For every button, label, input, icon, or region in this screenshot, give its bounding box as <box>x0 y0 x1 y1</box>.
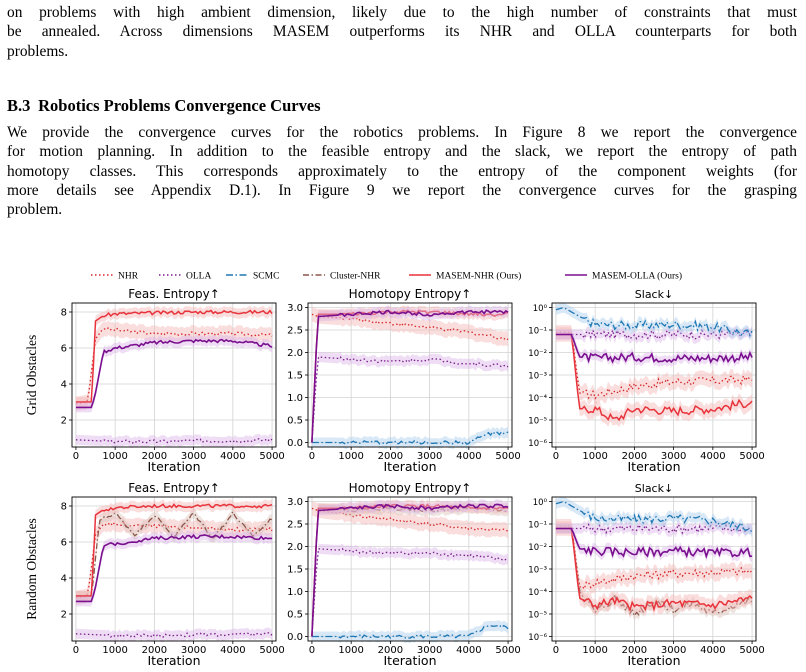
x-tick-label: 4000 <box>700 451 726 462</box>
y-tick-label: 10⁻⁶ <box>528 439 547 449</box>
text-line: be annealed. Across dimensions MASEM outperforms its NHR and OLLA counterparts for both <box>7 23 797 41</box>
text-line: for motion planning. In addition to the feasible entropy and the slack, we report the entropy of path <box>7 143 797 161</box>
x-tick-label: 2000 <box>141 451 168 462</box>
y-tick-label: 2.0 <box>287 348 303 359</box>
text-line: on problems with high ambient dimension, likely due to the high number of constraints that must <box>7 4 797 21</box>
subplot-title: Slack↓ <box>634 288 674 301</box>
y-tick-label: 10⁰ <box>532 304 547 314</box>
legend-entry <box>159 272 211 282</box>
subplot <box>528 482 765 668</box>
x-tick-label: 2000 <box>141 645 168 656</box>
legend-entry <box>91 272 139 282</box>
section-title: Robotics Problems Convergence Curves <box>38 96 321 115</box>
subplot <box>287 287 521 474</box>
x-tick-label: 3000 <box>660 645 687 656</box>
legend-label: OLLA <box>186 271 212 282</box>
legend-entry <box>409 271 521 282</box>
x-tick-label: 1000 <box>102 645 128 656</box>
y-tick-label: 8 <box>60 307 67 319</box>
x-tick-label: 5000 <box>495 451 521 462</box>
row-label: Grid Obstacles <box>24 334 39 416</box>
legend-label: MASEM-OLLA (Ours) <box>592 271 682 282</box>
y-tick-label: 2 <box>60 415 67 427</box>
subplot <box>61 481 285 668</box>
x-tick-label: 3000 <box>180 451 207 462</box>
x-axis-label: Iteration <box>147 459 201 474</box>
y-tick-label: 2.0 <box>287 542 303 553</box>
x-tick-label: 1000 <box>582 645 608 656</box>
y-tick-label: 4 <box>60 379 67 391</box>
subplot-title: Feas. Entropy↑ <box>128 287 220 301</box>
y-tick-label: 10⁻⁶ <box>528 633 547 643</box>
x-tick-label: 1000 <box>338 451 364 462</box>
x-tick-label: 0 <box>552 645 560 656</box>
y-tick-label: 10⁻³ <box>528 371 547 382</box>
y-tick-label: 3.0 <box>287 497 303 508</box>
y-tick-label: 2.5 <box>287 519 303 531</box>
legend-entry <box>226 272 279 282</box>
x-tick-label: 1000 <box>338 645 364 656</box>
y-tick-label: 10⁻¹ <box>528 520 547 531</box>
y-tick-label: 10⁰ <box>532 498 547 508</box>
x-axis-label: Iteration <box>383 653 437 668</box>
y-tick-label: 8 <box>60 501 67 513</box>
x-axis-label: Iteration <box>147 653 201 668</box>
legend-label: Cluster-NHR <box>330 271 381 282</box>
y-tick-label: 10⁻⁵ <box>528 610 547 621</box>
y-tick-label: 10⁻¹ <box>528 326 547 337</box>
y-tick-label: 10⁻² <box>528 543 547 553</box>
subplot-title: Slack↓ <box>634 482 674 495</box>
text-line: We provide the convergence curves for the robotics problems. In Figure 8 we report the convergence <box>7 124 797 141</box>
y-tick-label: 1.5 <box>287 564 303 576</box>
legend-entry <box>565 271 682 282</box>
y-tick-label: 6 <box>60 343 67 355</box>
x-tick-label: 4000 <box>456 645 482 656</box>
text-line: problem. <box>7 201 63 219</box>
x-tick-label: 5000 <box>739 451 765 462</box>
y-tick-label: 4 <box>60 573 67 585</box>
x-axis-label: Iteration <box>627 653 681 668</box>
x-tick-label: 2000 <box>377 645 404 656</box>
x-tick-label: 5000 <box>259 645 285 656</box>
y-tick-label: 10⁻³ <box>528 565 547 576</box>
x-tick-label: 0 <box>308 645 316 656</box>
x-tick-label: 1000 <box>102 451 128 462</box>
x-tick-label: 4000 <box>220 451 246 462</box>
y-tick-label: 2.5 <box>287 325 303 337</box>
y-tick-label: 0.0 <box>287 632 303 643</box>
x-tick-label: 2000 <box>621 451 648 462</box>
y-tick-label: 6 <box>60 537 67 549</box>
text-line: problems. <box>7 42 69 60</box>
y-tick-label: 1.5 <box>287 370 303 382</box>
subplot-title: Homotopy Entropy↑ <box>348 287 472 301</box>
x-tick-label: 0 <box>72 451 80 462</box>
y-tick-label: 10⁻⁴ <box>528 394 547 404</box>
text-line: more details see Appendix D.1). In Figure 9 we report the convergence curves for the grasping <box>7 181 797 199</box>
row-label: Random Obstacles <box>24 518 39 620</box>
x-tick-label: 4000 <box>700 645 726 656</box>
x-tick-label: 3000 <box>416 645 443 656</box>
legend-entry <box>303 272 381 282</box>
x-tick-label: 2000 <box>621 645 648 656</box>
y-tick-label: 10⁻² <box>528 349 547 359</box>
y-tick-label: 0.5 <box>287 415 303 427</box>
y-tick-label: 1.0 <box>287 587 303 598</box>
legend-label: SCMC <box>253 271 280 282</box>
y-tick-label: 1.0 <box>287 393 303 404</box>
subplot <box>528 288 765 474</box>
subplot <box>287 481 521 668</box>
x-tick-label: 4000 <box>220 645 246 656</box>
legend <box>91 271 682 282</box>
x-axis-label: Iteration <box>383 459 437 474</box>
subplot-title: Feas. Entropy↑ <box>128 481 220 495</box>
x-axis-label: Iteration <box>627 459 681 474</box>
x-tick-label: 3000 <box>180 645 207 656</box>
x-tick-label: 5000 <box>259 451 285 462</box>
x-tick-label: 0 <box>552 451 560 462</box>
x-tick-label: 5000 <box>495 645 521 656</box>
x-tick-label: 3000 <box>416 451 443 462</box>
x-tick-label: 2000 <box>377 451 404 462</box>
legend-label: MASEM-NHR (Ours) <box>436 271 522 282</box>
x-tick-label: 0 <box>72 645 80 656</box>
section-number: B.3 <box>7 96 31 115</box>
x-tick-label: 3000 <box>660 451 687 462</box>
y-tick-label: 0.5 <box>287 609 303 621</box>
subplot <box>61 287 285 474</box>
subplot-title: Homotopy Entropy↑ <box>348 481 472 495</box>
x-tick-label: 1000 <box>582 451 608 462</box>
y-tick-label: 10⁻⁴ <box>528 588 547 598</box>
y-tick-label: 10⁻⁵ <box>528 416 547 427</box>
x-tick-label: 0 <box>308 451 316 462</box>
legend-label: NHR <box>118 271 139 282</box>
y-tick-label: 3.0 <box>287 303 303 314</box>
y-tick-label: 2 <box>60 609 67 621</box>
text-line: homotopy classes. This corresponds approximately to the entropy of the component weights (for <box>7 162 797 180</box>
x-tick-label: 5000 <box>739 645 765 656</box>
x-tick-label: 4000 <box>456 451 482 462</box>
y-tick-label: 0.0 <box>287 438 303 449</box>
